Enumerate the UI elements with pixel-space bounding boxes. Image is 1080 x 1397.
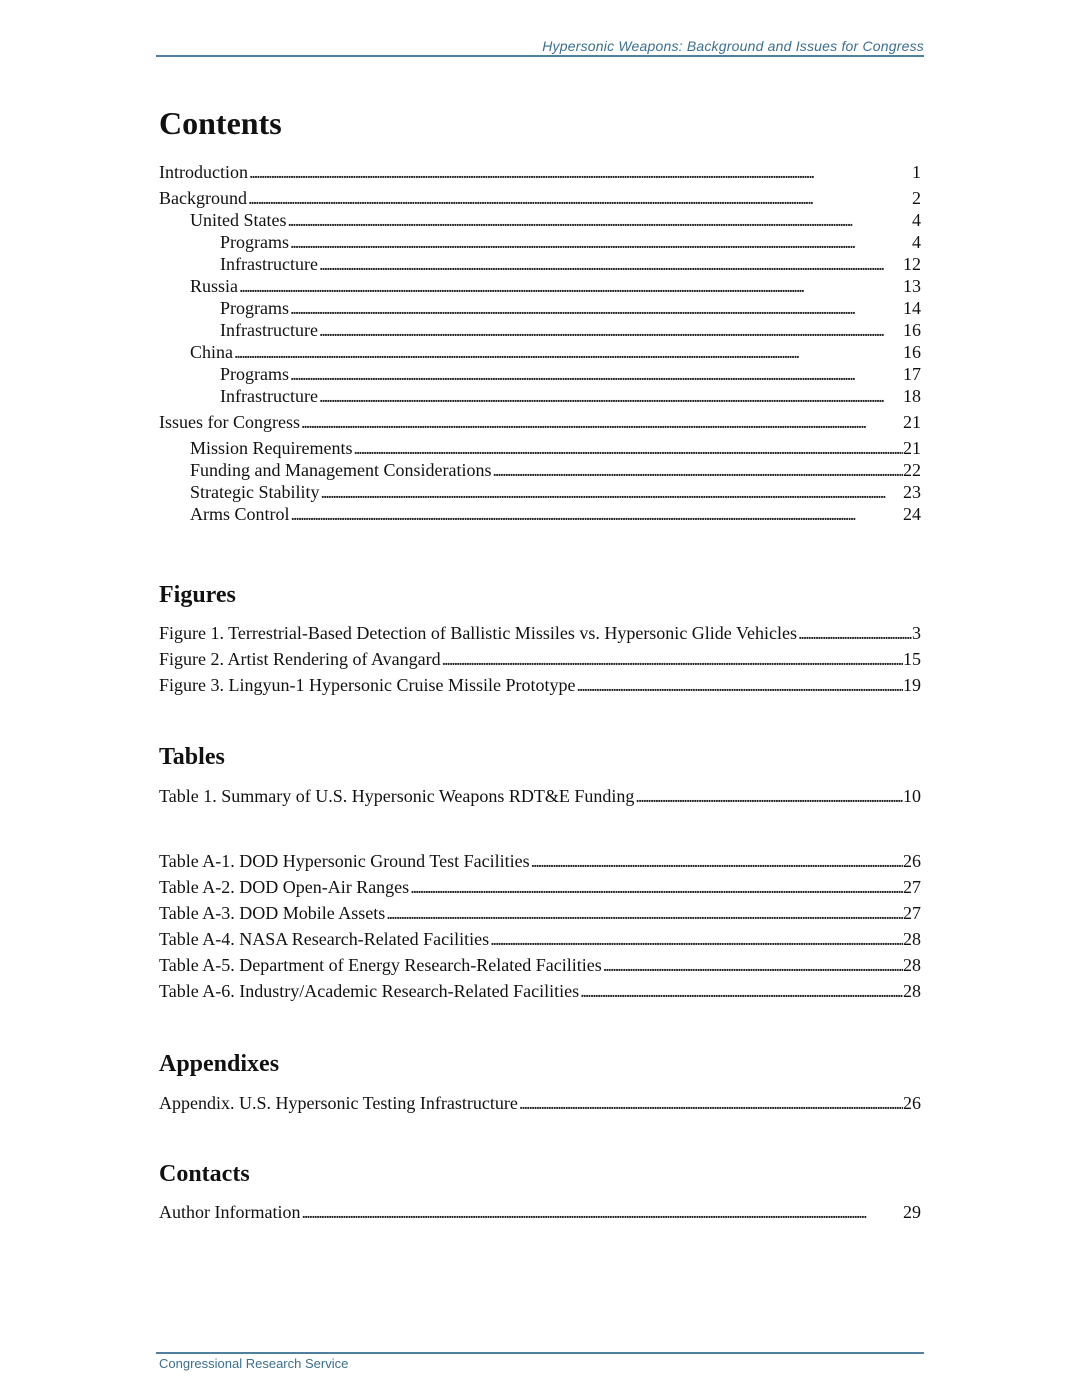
toc-entry-title: Figure 1. Terrestrial-Based Detection of Ballistic Missiles vs. Hypersonic Glide Vehicles (159, 623, 797, 643)
toc-entry[interactable] (159, 785, 921, 807)
dot-leader (238, 275, 903, 297)
dot-leader (530, 850, 903, 872)
toc-entry-title: Programs (220, 364, 289, 384)
toc-entry[interactable] (159, 253, 921, 275)
toc-entry-title: Funding and Management Considerations (190, 460, 492, 480)
dot-leader (797, 622, 912, 644)
toc-entry[interactable] (159, 503, 921, 525)
header-rule (156, 55, 924, 57)
dot-leader (287, 209, 913, 231)
toc-entry-title: Table A-6. Industry/Academic Research-Related Facilities (159, 981, 580, 1001)
toc-entry-page: 22 (903, 460, 921, 480)
toc-entry-page: 19 (903, 675, 921, 695)
toc-entry[interactable] (159, 980, 921, 1002)
toc-entry-page: 3 (912, 623, 921, 643)
toc-entry-title: Table A-4. NASA Research-Related Facilities (159, 929, 490, 949)
dot-leader (300, 1201, 903, 1223)
dot-leader (318, 319, 903, 341)
toc-entry-page: 18 (903, 386, 921, 406)
toc-entry[interactable] (159, 341, 921, 363)
toc-entry[interactable] (159, 209, 921, 231)
toc-entry[interactable] (159, 902, 921, 924)
toc-entry-title: Strategic Stability (190, 482, 320, 502)
toc-entry-page: 15 (903, 649, 921, 669)
contents-list (159, 161, 921, 525)
tables-heading: Tables (159, 744, 225, 770)
toc-entry-page: 4 (912, 210, 921, 230)
dot-leader (289, 231, 912, 253)
toc-entry-title: Programs (220, 298, 289, 318)
toc-entry[interactable] (159, 275, 921, 297)
toc-entry[interactable] (159, 437, 921, 459)
toc-entry-page: 14 (903, 298, 921, 318)
dot-leader (579, 980, 903, 1002)
toc-entry-page: 26 (903, 1093, 921, 1113)
toc-entry-title: Infrastructure (220, 320, 318, 340)
appendixes-heading: Appendixes (159, 1051, 280, 1077)
dot-leader (318, 253, 903, 275)
dot-leader (289, 297, 903, 319)
toc-entry-title: Table 1. Summary of U.S. Hypersonic Weapons RDT&E Funding (159, 786, 635, 806)
toc-entry-title: Table A-5. Department of Energy Research-Related Facilities (159, 955, 602, 975)
toc-entry-page: 16 (903, 320, 921, 340)
toc-entry-title: Russia (190, 276, 239, 296)
toc-entry[interactable] (159, 1201, 921, 1223)
toc-entry[interactable] (159, 231, 921, 253)
toc-entry-page: 16 (903, 342, 921, 362)
appendixes-list (159, 1092, 921, 1114)
toc-entry[interactable] (159, 411, 921, 433)
toc-entry-page: 24 (903, 504, 921, 524)
toc-entry-title: Author Information (159, 1202, 301, 1222)
toc-entry-title: Appendix. U.S. Hypersonic Testing Infrastructure (159, 1093, 518, 1113)
dot-leader (409, 876, 903, 898)
toc-entry-page: 23 (903, 482, 921, 502)
toc-entry-title: Table A-2. DOD Open-Air Ranges (159, 877, 410, 897)
toc-entry-title: Figure 2. Artist Rendering of Avangard (159, 649, 441, 669)
toc-entry-page: 10 (903, 786, 921, 806)
footer-rule (156, 1352, 924, 1354)
dot-leader (353, 437, 904, 459)
contacts-heading: Contacts (159, 1161, 250, 1187)
toc-entry-title: Table A-3. DOD Mobile Assets (159, 903, 386, 923)
toc-entry[interactable] (159, 876, 921, 898)
toc-entry-page: 27 (903, 877, 921, 897)
toc-entry-title: Introduction (159, 162, 248, 182)
toc-entry[interactable] (159, 459, 921, 481)
contacts-list (159, 1201, 921, 1223)
figures-list (159, 622, 921, 696)
toc-entry[interactable] (159, 187, 921, 209)
toc-entry[interactable] (159, 648, 921, 670)
toc-entry-page: 17 (903, 364, 921, 384)
toc-entry-title: Programs (220, 232, 289, 252)
toc-entry[interactable] (159, 674, 921, 696)
toc-entry-page: 13 (903, 276, 921, 296)
contents-heading: Contents (159, 105, 282, 141)
toc-entry[interactable] (159, 622, 921, 644)
toc-entry-title: Arms Control (190, 504, 290, 524)
figures-heading: Figures (159, 582, 236, 608)
toc-entry-title: Background (159, 188, 247, 208)
dot-leader (602, 954, 903, 976)
dot-leader (441, 648, 903, 670)
toc-entry[interactable] (159, 481, 921, 503)
dot-leader (247, 187, 912, 209)
dot-leader (491, 459, 903, 481)
toc-entry-title: Issues for Congress (159, 412, 300, 432)
tables-list (159, 785, 921, 807)
toc-entry[interactable] (159, 161, 921, 183)
dot-leader (489, 928, 903, 950)
toc-entry[interactable] (159, 928, 921, 950)
dot-leader (248, 161, 912, 183)
toc-entry-title: Infrastructure (220, 386, 318, 406)
dot-leader (518, 1092, 903, 1114)
dot-leader (290, 503, 903, 525)
toc-entry-title: Figure 3. Lingyun-1 Hypersonic Cruise Missile Prototype (159, 675, 576, 695)
toc-entry-page: 2 (912, 188, 921, 208)
toc-entry-page: 4 (912, 232, 921, 252)
toc-entry-title: Mission Requirements (190, 438, 353, 458)
toc-entry-page: 21 (903, 438, 921, 458)
toc-entry-page: 28 (903, 981, 921, 1001)
toc-entry[interactable] (159, 1092, 921, 1114)
running-header: Hypersonic Weapons: Background and Issues for Congress (542, 38, 924, 54)
toc-entry-title: Table A-1. DOD Hypersonic Ground Test Facilities (159, 851, 530, 871)
dot-leader (289, 363, 903, 385)
dot-leader (385, 902, 903, 924)
toc-entry[interactable] (159, 850, 921, 872)
toc-entry-page: 27 (903, 903, 921, 923)
toc-entry-page: 12 (903, 254, 921, 274)
toc-entry-page: 26 (903, 851, 921, 871)
toc-entry-title: Infrastructure (220, 254, 318, 274)
toc-entry-title: China (190, 342, 233, 362)
dot-leader (300, 411, 903, 433)
toc-entry[interactable] (159, 954, 921, 976)
toc-entry-page: 1 (912, 162, 921, 182)
dot-leader (233, 341, 903, 363)
toc-entry-page: 28 (903, 929, 921, 949)
footer-org: Congressional Research Service (159, 1356, 349, 1371)
toc-entry[interactable] (159, 319, 921, 341)
toc-entry-title: United States (190, 210, 287, 230)
appendix-tables-list (159, 850, 921, 1002)
toc-entry-page: 21 (903, 412, 921, 432)
toc-entry-page: 29 (903, 1202, 921, 1222)
dot-leader (575, 674, 903, 696)
toc-entry-page: 28 (903, 955, 921, 975)
toc-entry[interactable] (159, 385, 921, 407)
toc-entry[interactable] (159, 297, 921, 319)
dot-leader (634, 785, 903, 807)
dot-leader (319, 481, 903, 503)
toc-entry[interactable] (159, 363, 921, 385)
dot-leader (318, 385, 903, 407)
